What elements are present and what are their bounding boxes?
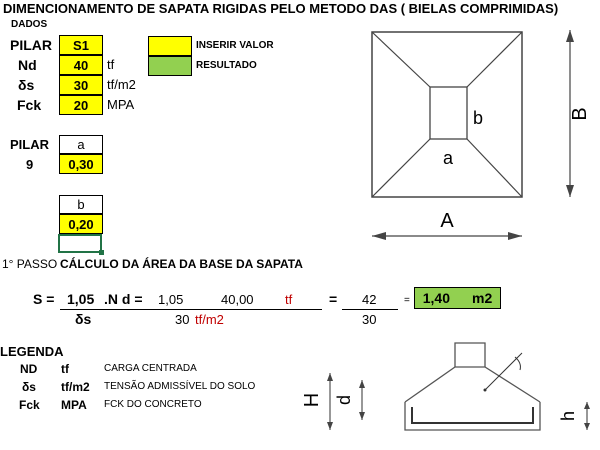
legenda-sym-0: ND [20,362,38,376]
result-cell [414,287,501,309]
legenda-unit-1: tf/m2 [61,380,90,394]
label-b: b [472,108,484,128]
selected-cell[interactable] [58,234,102,253]
result-color-swatch [148,56,192,76]
result-unit: m2 [472,290,493,306]
b-header: b [59,195,103,214]
legenda-desc-1: TENSÃO ADMISSÍVEL DO SOLO [104,381,256,392]
resultado-label: RESULTADO [196,60,257,71]
ds-formula-label: δs [75,311,92,327]
label-h: h [558,410,578,422]
legenda-sym-1: δs [22,380,36,394]
legenda-desc-0: CARGA CENTRADA [104,363,197,374]
fill-handle[interactable] [99,250,104,255]
nd-formula-unit: tf [285,292,293,307]
nd-input[interactable]: 40 [59,55,103,75]
nd-formula-label: .N d = [104,291,143,307]
result-value: 1,40 [422,290,450,306]
label-B: B [569,107,591,121]
dados-label: DADOS [11,19,48,30]
fck-unit: MPA [107,97,135,112]
pilar-label: PILAR [10,37,52,53]
label-a: a [442,148,454,168]
factor: 1,05 [67,291,95,307]
inserir-valor-label: INSERIR VALOR [196,40,274,51]
legenda-unit-0: tf [61,362,69,376]
s-label: S = [33,291,55,307]
equals-2: = [404,295,410,306]
legenda-sym-2: Fck [19,398,40,412]
denominator: 30 [362,312,377,327]
ds-label: δs [18,77,35,93]
input-color-swatch [148,36,192,56]
ds-input[interactable]: 30 [59,75,103,95]
fck-label: Fck [17,97,42,113]
nd-value: 40,00 [221,292,254,307]
legenda-title: LEGENDA [0,344,64,359]
fck-input[interactable]: 20 [59,95,103,115]
pilar-number: 9 [26,157,34,172]
ds-formula-value: 30 [175,312,190,327]
passo-text: CÁLCULO DA ÁREA DA BASE DA SAPATA [60,257,303,271]
page-title: DIMENCIONAMENTO DE SAPATA RIGIDAS PELO METODO DAS ( BIELAS COMPRIMIDAS) [3,1,559,16]
column-outline [430,87,467,139]
nd-label: Nd [18,57,37,73]
a-input[interactable]: 0,30 [59,154,103,174]
numerator: 42 [362,292,377,307]
a-header: a [59,135,103,154]
pilar-input[interactable]: S1 [59,35,103,55]
legenda-desc-2: FCK DO CONCRETO [104,399,202,410]
section-diagram [300,335,600,450]
factor2: 1,05 [158,292,184,307]
plan-diagram [360,22,600,252]
label-d: d [334,394,354,406]
legenda-unit-2: MPA [61,398,87,412]
ds-formula-unit: tf/m2 [195,312,224,327]
label-H: H [301,392,323,408]
fraction-line-2 [342,309,398,310]
ds-unit: tf/m2 [107,77,136,92]
passo-label: 1° PASSO [2,257,58,271]
fraction-line-1 [60,309,322,310]
label-A: A [440,210,454,232]
nd-unit: tf [107,57,115,72]
equals-1: = [329,291,338,307]
b-input[interactable]: 0,20 [59,214,103,234]
pilar-dims-label: PILAR [10,137,49,152]
